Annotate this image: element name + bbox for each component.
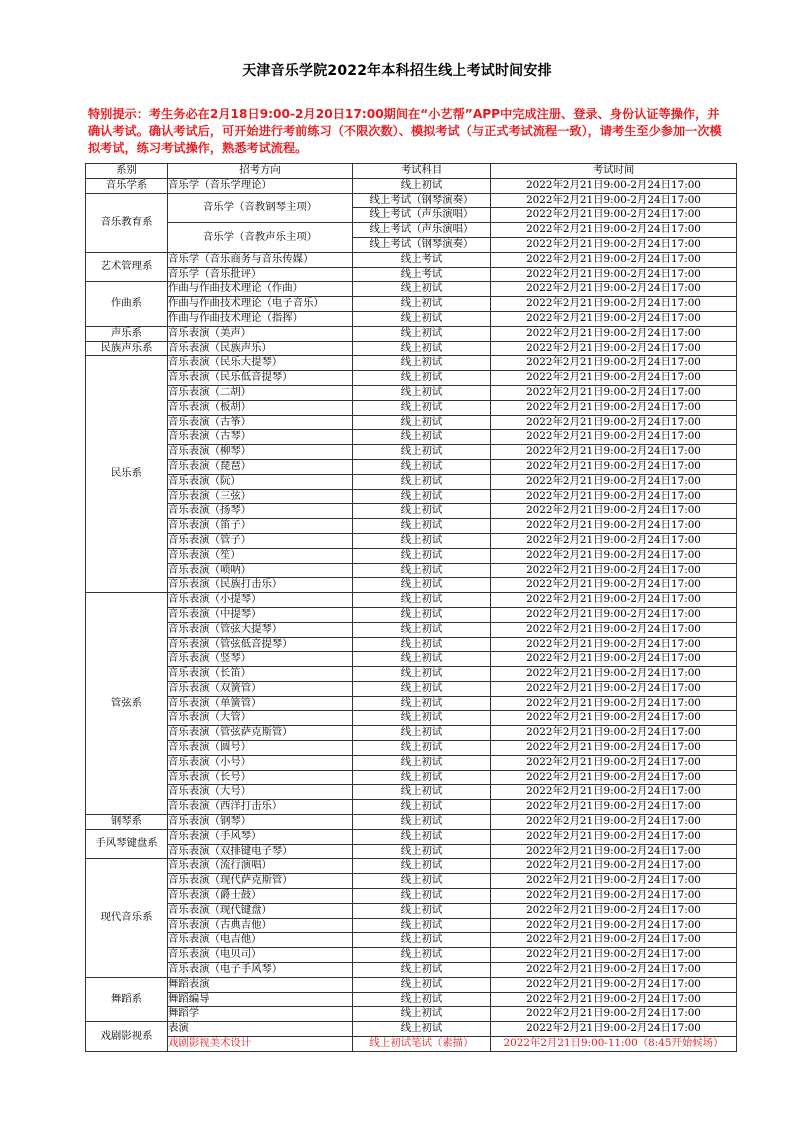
- header-dept: 系别: [86, 164, 168, 179]
- table-row: [86, 385, 737, 400]
- table-row: [86, 977, 737, 992]
- direction-cell: 音乐学（音教声乐主项）: [168, 223, 353, 253]
- subject-cell: 线上初试: [353, 963, 491, 978]
- time-cell: 2022年2月21日9:00-2月24日17:00: [491, 459, 737, 474]
- subject-cell: 线上初试: [353, 933, 491, 948]
- table-row: [86, 356, 737, 371]
- time-cell: 2022年2月21日9:00-2月24日17:00: [491, 533, 737, 548]
- direction-cell: 音乐表演（三弦）: [168, 489, 353, 504]
- subject-cell: 线上初试: [353, 770, 491, 785]
- direction-cell: 音乐表演（古琴）: [168, 430, 353, 445]
- table-row: [86, 992, 737, 1007]
- time-cell: 2022年2月21日9:00-2月24日17:00: [491, 578, 737, 593]
- table-row: [86, 474, 737, 489]
- direction-cell: 音乐表演（现代萨克斯管）: [168, 874, 353, 889]
- subject-cell: 线上初试: [353, 415, 491, 430]
- subject-cell: 线上初试: [353, 948, 491, 963]
- table-row: [86, 963, 737, 978]
- subject-cell: 线上初试: [353, 652, 491, 667]
- direction-cell: 音乐学（音教钢琴主项）: [168, 193, 353, 223]
- time-cell: 2022年2月21日9:00-2月24日17:00: [491, 844, 737, 859]
- direction-cell: 音乐表演（二胡）: [168, 385, 353, 400]
- time-cell: 2022年2月21日9:00-2月24日17:00: [491, 622, 737, 637]
- subject-cell: 线上初试: [353, 859, 491, 874]
- subject-cell: 线上初试: [353, 326, 491, 341]
- subject-cell: 线上初试: [353, 1022, 491, 1037]
- subject-cell: 线上考试（声乐演唱）: [353, 223, 491, 238]
- direction-cell: 音乐表演（小提琴）: [168, 593, 353, 608]
- direction-cell: 舞蹈编导: [168, 992, 353, 1007]
- dept-cell: 舞蹈系: [86, 977, 168, 1021]
- header-time: 考试时间: [491, 164, 737, 179]
- time-cell: 2022年2月21日9:00-2月24日17:00: [491, 593, 737, 608]
- subject-cell: 线上初试: [353, 903, 491, 918]
- table-row: [86, 341, 737, 356]
- table-row: [86, 800, 737, 815]
- subject-cell: 线上初试: [353, 533, 491, 548]
- time-cell: 2022年2月21日9:00-2月24日17:00: [491, 430, 737, 445]
- time-cell: 2022年2月21日9:00-2月24日17:00: [491, 504, 737, 519]
- dept-cell: 钢琴系: [86, 815, 168, 830]
- time-cell: 2022年2月21日9:00-2月24日17:00: [491, 829, 737, 844]
- time-cell: 2022年2月21日9:00-2月24日17:00: [491, 326, 737, 341]
- subject-cell: 线上初试: [353, 785, 491, 800]
- direction-cell: 音乐表演（笛子）: [168, 519, 353, 534]
- subject-cell: 线上初试: [353, 385, 491, 400]
- table-row: [86, 311, 737, 326]
- time-cell: 2022年2月21日9:00-2月24日17:00: [491, 311, 737, 326]
- time-cell: 2022年2月21日9:00-2月24日17:00: [491, 667, 737, 682]
- table-row: [86, 770, 737, 785]
- subject-cell: 线上考试（钢琴演奏）: [353, 193, 491, 208]
- time-cell: 2022年2月21日9:00-2月24日17:00: [491, 681, 737, 696]
- header-subject: 考试科目: [353, 164, 491, 179]
- subject-cell: 线上初试: [353, 459, 491, 474]
- subject-cell: 线上初试: [353, 489, 491, 504]
- time-cell: 2022年2月21日9:00-2月24日17:00: [491, 815, 737, 830]
- direction-cell: 音乐表演（钢琴）: [168, 815, 353, 830]
- dept-cell: 戏剧影视系: [86, 1022, 168, 1052]
- dept-cell: 管弦系: [86, 593, 168, 815]
- subject-cell: 线上初试: [353, 815, 491, 830]
- subject-cell: 线上初试: [353, 178, 491, 193]
- table-row: [86, 267, 737, 282]
- time-cell: 2022年2月21日9:00-2月24日17:00: [491, 178, 737, 193]
- direction-cell: 舞蹈学: [168, 1007, 353, 1022]
- table-row: [86, 282, 737, 297]
- subject-cell: 线上初试笔试（素描）: [353, 1037, 491, 1052]
- direction-cell: 音乐表演（琵琶）: [168, 459, 353, 474]
- table-row: [86, 741, 737, 756]
- time-cell: 2022年2月21日9:00-2月24日17:00: [491, 563, 737, 578]
- dept-cell: 民乐系: [86, 356, 168, 593]
- direction-cell: 音乐表演（双簧管）: [168, 681, 353, 696]
- table-row: [86, 326, 737, 341]
- subject-cell: 线上初试: [353, 741, 491, 756]
- time-cell: 2022年2月21日9:00-2月24日17:00: [491, 208, 737, 223]
- time-cell: 2022年2月21日9:00-2月24日17:00: [491, 341, 737, 356]
- time-cell: 2022年2月21日9:00-2月24日17:00: [491, 711, 737, 726]
- time-cell: 2022年2月21日9:00-2月24日17:00: [491, 800, 737, 815]
- time-cell: 2022年2月21日9:00-2月24日17:00: [491, 193, 737, 208]
- header-direction: 招考方向: [168, 164, 353, 179]
- special-notice: 特别提示：考生务必在2月18日9:00-2月20日17:00期间在“小艺帮”APP中完成注册、登录、身份认证等操作，并确认考试。确认考试后，可开始进行考前练习（不限次数）、模拟考试（与正式考试流程一致），请考生至少参加一次模拟考试，练习考试操作，熟悉考试流程。: [88, 107, 722, 155]
- direction-cell: 音乐表演（扬琴）: [168, 504, 353, 519]
- subject-cell: 线上初试: [353, 282, 491, 297]
- table-row: [86, 874, 737, 889]
- direction-cell: 音乐表演（民乐低音提琴）: [168, 371, 353, 386]
- table-row: [86, 607, 737, 622]
- direction-cell: 音乐表演（管子）: [168, 533, 353, 548]
- subject-cell: 线上初试: [353, 992, 491, 1007]
- direction-cell: 音乐表演（管弦萨克斯管）: [168, 726, 353, 741]
- dept-cell: 民族声乐系: [86, 341, 168, 356]
- table-row: [86, 252, 737, 267]
- table-row: [86, 1007, 737, 1022]
- subject-cell: 线上考试: [353, 267, 491, 282]
- direction-cell: 音乐表演（西洋打击乐）: [168, 800, 353, 815]
- table-row: [86, 681, 737, 696]
- subject-cell: 线上初试: [353, 726, 491, 741]
- time-cell: 2022年2月21日9:00-2月24日17:00: [491, 267, 737, 282]
- subject-cell: 线上初试: [353, 711, 491, 726]
- time-cell: 2022年2月21日9:00-2月24日17:00: [491, 652, 737, 667]
- subject-cell: 线上初试: [353, 297, 491, 312]
- table-row: [86, 815, 737, 830]
- direction-cell: 音乐表演（管弦大提琴）: [168, 622, 353, 637]
- table-row: [86, 548, 737, 563]
- time-cell: 2022年2月21日9:00-2月24日17:00: [491, 755, 737, 770]
- time-cell: 2022年2月21日9:00-2月24日17:00: [491, 445, 737, 460]
- direction-cell: 音乐表演（电贝司）: [168, 948, 353, 963]
- subject-cell: 线上初试: [353, 519, 491, 534]
- time-cell: 2022年2月21日9:00-11:00（8:45开始候场）: [491, 1037, 737, 1052]
- direction-cell: 作曲与作曲技术理论（电子音乐）: [168, 297, 353, 312]
- subject-cell: 线上初试: [353, 474, 491, 489]
- time-cell: 2022年2月21日9:00-2月24日17:00: [491, 933, 737, 948]
- table-row: [86, 445, 737, 460]
- subject-cell: 线上初试: [353, 371, 491, 386]
- time-cell: 2022年2月21日9:00-2月24日17:00: [491, 741, 737, 756]
- page-title: 天津音乐学院2022年本科招生线上考试时间安排: [242, 63, 552, 79]
- subject-cell: 线上初试: [353, 1007, 491, 1022]
- table-row: [86, 519, 737, 534]
- table-row: [86, 297, 737, 312]
- dept-cell: 现代音乐系: [86, 859, 168, 977]
- dept-cell: 音乐教育系: [86, 193, 168, 252]
- time-cell: 2022年2月21日9:00-2月24日17:00: [491, 548, 737, 563]
- time-cell: 2022年2月21日9:00-2月24日17:00: [491, 607, 737, 622]
- time-cell: 2022年2月21日9:00-2月24日17:00: [491, 903, 737, 918]
- time-cell: 2022年2月21日9:00-2月24日17:00: [491, 385, 737, 400]
- direction-cell: 音乐表演（阮）: [168, 474, 353, 489]
- table-row: [86, 400, 737, 415]
- table-row: [86, 829, 737, 844]
- direction-cell: 音乐表演（中提琴）: [168, 607, 353, 622]
- subject-cell: 线上初试: [353, 696, 491, 711]
- direction-cell: 音乐表演（民乐大提琴）: [168, 356, 353, 371]
- direction-cell: 表演: [168, 1022, 353, 1037]
- dept-cell: 手风琴键盘系: [86, 829, 168, 859]
- table-row: [86, 178, 737, 193]
- subject-cell: 线上初试: [353, 637, 491, 652]
- table-row: [86, 504, 737, 519]
- subject-cell: 线上初试: [353, 681, 491, 696]
- subject-cell: 线上初试: [353, 311, 491, 326]
- table-row: [86, 844, 737, 859]
- time-cell: 2022年2月21日9:00-2月24日17:00: [491, 696, 737, 711]
- time-cell: 2022年2月21日9:00-2月24日17:00: [491, 489, 737, 504]
- direction-cell: 音乐表演（民族声乐）: [168, 341, 353, 356]
- time-cell: 2022年2月21日9:00-2月24日17:00: [491, 918, 737, 933]
- subject-cell: 线上考试（钢琴演奏）: [353, 237, 491, 252]
- table-row: [86, 563, 737, 578]
- table-row: [86, 1037, 737, 1052]
- table-row: [86, 667, 737, 682]
- time-cell: 2022年2月21日9:00-2月24日17:00: [491, 889, 737, 904]
- time-cell: 2022年2月21日9:00-2月24日17:00: [491, 223, 737, 238]
- time-cell: 2022年2月21日9:00-2月24日17:00: [491, 415, 737, 430]
- direction-cell: 音乐学（音乐学理论）: [168, 178, 353, 193]
- subject-cell: 线上考试（声乐演唱）: [353, 208, 491, 223]
- dept-cell: 作曲系: [86, 282, 168, 326]
- subject-cell: 线上初试: [353, 400, 491, 415]
- subject-cell: 线上初试: [353, 341, 491, 356]
- direction-cell: 音乐表演（手风琴）: [168, 829, 353, 844]
- subject-cell: 线上初试: [353, 829, 491, 844]
- table-row: [86, 889, 737, 904]
- subject-cell: 线上初试: [353, 889, 491, 904]
- direction-cell: 音乐表演（唢呐）: [168, 563, 353, 578]
- direction-cell: 舞蹈表演: [168, 977, 353, 992]
- table-row: [86, 415, 737, 430]
- direction-cell: 音乐表演（现代键盘）: [168, 903, 353, 918]
- direction-cell: 音乐表演（大管）: [168, 711, 353, 726]
- direction-cell: 音乐表演（电吉他）: [168, 933, 353, 948]
- table-row: [86, 903, 737, 918]
- time-cell: 2022年2月21日9:00-2月24日17:00: [491, 237, 737, 252]
- direction-cell: 戏剧影视美术设计: [168, 1037, 353, 1052]
- table-row: [86, 593, 737, 608]
- time-cell: 2022年2月21日9:00-2月24日17:00: [491, 859, 737, 874]
- time-cell: 2022年2月21日9:00-2月24日17:00: [491, 726, 737, 741]
- subject-cell: 线上初试: [353, 667, 491, 682]
- table-row: [86, 637, 737, 652]
- exam-schedule-table: [85, 163, 737, 1052]
- subject-cell: 线上初试: [353, 578, 491, 593]
- direction-cell: 音乐表演（板胡）: [168, 400, 353, 415]
- subject-cell: 线上初试: [353, 563, 491, 578]
- time-cell: 2022年2月21日9:00-2月24日17:00: [491, 977, 737, 992]
- table-row: [86, 652, 737, 667]
- subject-cell: 线上初试: [353, 874, 491, 889]
- subject-cell: 线上初试: [353, 356, 491, 371]
- direction-cell: 音乐表演（柳琴）: [168, 445, 353, 460]
- table-row: [86, 430, 737, 445]
- time-cell: 2022年2月21日9:00-2月24日17:00: [491, 282, 737, 297]
- dept-cell: 声乐系: [86, 326, 168, 341]
- table-row: [86, 459, 737, 474]
- direction-cell: 音乐表演（管弦低音提琴）: [168, 637, 353, 652]
- direction-cell: 音乐学（音乐批评）: [168, 267, 353, 282]
- time-cell: 2022年2月21日9:00-2月24日17:00: [491, 371, 737, 386]
- direction-cell: 音乐表演（长笛）: [168, 667, 353, 682]
- direction-cell: 音乐表演（竖琴）: [168, 652, 353, 667]
- subject-cell: 线上初试: [353, 800, 491, 815]
- direction-cell: 音乐表演（流行演唱）: [168, 859, 353, 874]
- direction-cell: 音乐表演（小号）: [168, 755, 353, 770]
- direction-cell: 音乐表演（笙）: [168, 548, 353, 563]
- direction-cell: 音乐表演（单簧管）: [168, 696, 353, 711]
- direction-cell: 作曲与作曲技术理论（作曲）: [168, 282, 353, 297]
- subject-cell: 线上初试: [353, 593, 491, 608]
- subject-cell: 线上初试: [353, 504, 491, 519]
- table-row: [86, 948, 737, 963]
- direction-cell: 音乐表演（民族打击乐）: [168, 578, 353, 593]
- subject-cell: 线上初试: [353, 977, 491, 992]
- direction-cell: 音乐表演（古筝）: [168, 415, 353, 430]
- time-cell: 2022年2月21日9:00-2月24日17:00: [491, 963, 737, 978]
- time-cell: 2022年2月21日9:00-2月24日17:00: [491, 770, 737, 785]
- direction-cell: 音乐表演（爵士鼓）: [168, 889, 353, 904]
- subject-cell: 线上初试: [353, 755, 491, 770]
- time-cell: 2022年2月21日9:00-2月24日17:00: [491, 474, 737, 489]
- time-cell: 2022年2月21日9:00-2月24日17:00: [491, 1022, 737, 1037]
- direction-cell: 音乐学（音乐商务与音乐传媒）: [168, 252, 353, 267]
- table-row: [86, 726, 737, 741]
- direction-cell: 音乐表演（电子手风琴）: [168, 963, 353, 978]
- dept-cell: 音乐学系: [86, 178, 168, 193]
- time-cell: 2022年2月21日9:00-2月24日17:00: [491, 252, 737, 267]
- time-cell: 2022年2月21日9:00-2月24日17:00: [491, 400, 737, 415]
- time-cell: 2022年2月21日9:00-2月24日17:00: [491, 637, 737, 652]
- table-row: [86, 1022, 737, 1037]
- subject-cell: 线上初试: [353, 445, 491, 460]
- table-row: [86, 489, 737, 504]
- table-header-row: [86, 164, 737, 179]
- table-row: [86, 785, 737, 800]
- table-row: [86, 533, 737, 548]
- table-row: [86, 859, 737, 874]
- table-row: [86, 918, 737, 933]
- table-row: [86, 933, 737, 948]
- table-row: [86, 711, 737, 726]
- time-cell: 2022年2月21日9:00-2月24日17:00: [491, 297, 737, 312]
- time-cell: 2022年2月21日9:00-2月24日17:00: [491, 948, 737, 963]
- subject-cell: 线上考试: [353, 252, 491, 267]
- table-row: [86, 371, 737, 386]
- time-cell: 2022年2月21日9:00-2月24日17:00: [491, 992, 737, 1007]
- subject-cell: 线上初试: [353, 622, 491, 637]
- subject-cell: 线上初试: [353, 918, 491, 933]
- time-cell: 2022年2月21日9:00-2月24日17:00: [491, 874, 737, 889]
- time-cell: 2022年2月21日9:00-2月24日17:00: [491, 785, 737, 800]
- direction-cell: 音乐表演（古典吉他）: [168, 918, 353, 933]
- direction-cell: 音乐表演（美声）: [168, 326, 353, 341]
- direction-cell: 音乐表演（大号）: [168, 785, 353, 800]
- table-row: [86, 193, 737, 208]
- direction-cell: 音乐表演（长号）: [168, 770, 353, 785]
- table-row: [86, 696, 737, 711]
- table-row: [86, 578, 737, 593]
- time-cell: 2022年2月21日9:00-2月24日17:00: [491, 1007, 737, 1022]
- time-cell: 2022年2月21日9:00-2月24日17:00: [491, 356, 737, 371]
- direction-cell: 音乐表演（圆号）: [168, 741, 353, 756]
- table-row: [86, 622, 737, 637]
- direction-cell: 作曲与作曲技术理论（指挥）: [168, 311, 353, 326]
- subject-cell: 线上初试: [353, 607, 491, 622]
- direction-cell: 音乐表演（双排键电子琴）: [168, 844, 353, 859]
- dept-cell: 艺术管理系: [86, 252, 168, 282]
- table-row: [86, 755, 737, 770]
- subject-cell: 线上初试: [353, 548, 491, 563]
- table-row: [86, 223, 737, 238]
- subject-cell: 线上初试: [353, 844, 491, 859]
- time-cell: 2022年2月21日9:00-2月24日17:00: [491, 519, 737, 534]
- subject-cell: 线上初试: [353, 430, 491, 445]
